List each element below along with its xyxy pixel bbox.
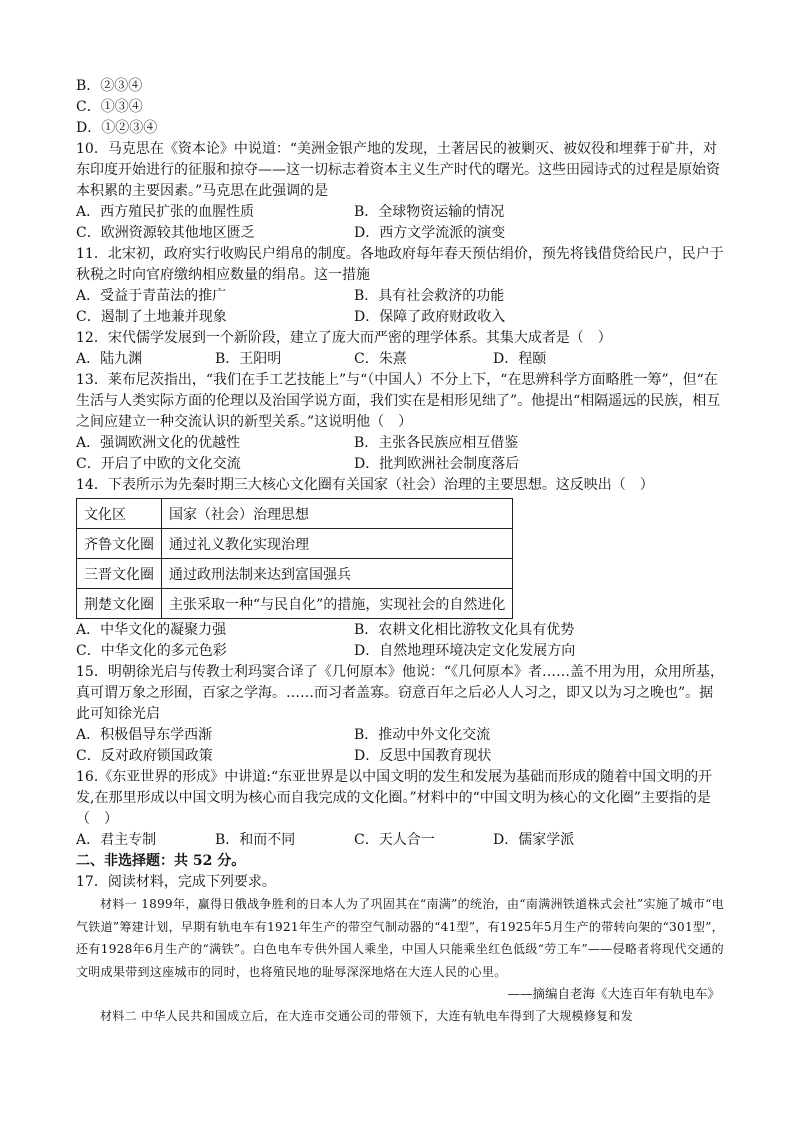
section-heading: 二、非选择题：共 52 分。 [76,853,246,869]
q10-option-c: C．欧洲资源较其他地区匮乏 [76,225,255,241]
q15-option-b: B．推动中外文化交流 [354,727,491,743]
q15-options-row2 [76,746,724,767]
table-row [77,559,513,589]
q14-options-row2 [76,641,724,662]
q13-options-row1 [76,433,724,454]
q12-option-a: A．陆九渊 [76,351,143,367]
q9-option-d: D．①②③④ [76,120,158,136]
q15-options-row1 [76,725,724,746]
q11-options-row2 [76,307,724,328]
table-cell: 三晋文化圈 [77,559,162,589]
table-cell: 通过礼义教化实现治理 [162,529,513,559]
exam-page [76,76,724,1028]
material-two: 材料二 中华人民共和国成立后，在大连市交通公司的带领下，大连有轨电车得到了大规模修复和发 [100,1009,634,1023]
table-header-row [77,499,513,529]
q10-option-a: A．西方殖民扩张的血腥性质 [76,204,255,220]
table-row [77,589,513,619]
q13-options-row2 [76,454,724,475]
q10-option-b: B．全球物资运输的情况 [354,204,505,220]
q16-option-b: B．和而不同 [215,832,296,848]
q14-stem: 14．下表所示为先秦时期三大核心文化圈有关国家（社会）治理的主要思想。这反映出（ ） [76,477,654,493]
q17-stem: 17．阅读材料，完成下列要求。 [76,874,276,890]
q10-options-row2 [76,223,724,244]
q12-option-c: C．朱熹 [354,351,407,367]
q15-option-c: C．反对政府锁国政策 [76,748,213,764]
q13-option-b: B．主张各民族应相互借鉴 [354,435,519,451]
q9-option-c: C．①③④ [76,99,143,115]
q14-option-b: B．农耕文化相比游牧文化具有优势 [354,622,575,638]
q11-options-row1 [76,286,724,307]
table-cell: 通过政刑法制来达到富国强兵 [162,559,513,589]
q13-option-d: D．批判欧洲社会制度落后 [354,456,520,472]
q10-stem: 10．马克思在《资本论》中说道：“美洲金银产地的发现，土著居民的被剿灭、被奴役和埋葬于矿井，对东印度开始进行的征服和掠夺——这一切标志着资本主义生产时代的曙光。这些田园诗式的过程是原始资本积累的主要因素。”马克思在此强调的是 [76,141,720,199]
q16-option-c: C．天人合一 [354,832,435,848]
culture-table [76,498,513,619]
q13-stem: 13．莱布尼茨指出，“我们在手工艺技能上”与“（中国人）不分上下，“在思辨科学方面略胜一筹”，但“在生活与人类实际方面的伦理以及治国学说方面，我们实在是相形见绌了”。他提出“相隔遥远的民族，相互之间应建立一种交流认识的新型关系。”这说明他（ ） [76,372,721,430]
q13-option-a: A．强调欧洲文化的优越性 [76,435,241,451]
q12-stem: 12．宋代儒学发展到一个新阶段，建立了庞大而严密的理学体系。其集大成者是（ ） [76,330,612,346]
q10-options-row1 [76,202,724,223]
q12-option-d: D．程颐 [493,351,547,367]
table-row [77,529,513,559]
q10-option-d: D．西方文学流派的演变 [354,225,506,241]
q11-option-c: C．遏制了土地兼并现象 [76,309,227,325]
table-cell: 国家（社会）治理思想 [162,499,513,529]
table-cell: 文化区 [77,499,162,529]
material-one-source: ——摘编自老海《大连百年有轨电车》 [507,986,720,1001]
q14-option-d: D．自然地理环境决定文化发展方向 [354,643,576,659]
q12-option-b: B．王阳明 [215,351,282,367]
material-one: 材料一 1899年，赢得日俄战争胜利的日本人为了巩固其在“南满”的统治，由“南满洲铁道株式会社”实施了城市“电气铁道”筹建计划，早期有轨电车有1921年生产的带空气制动器的“41型”，有1925年5月生产的带转向架的“301型”，还有1928年6月生产的“满铁”。白色电车专供外国人乘坐，中国人只能乘坐红色低级“劳工车”——侵略者将现代交通的文明成果带到这座城市的同时，也将殖民地的耻辱深深地烙在大连人民的心里。 [76,897,724,979]
q15-option-d: D．反思中国教育现状 [354,748,492,764]
q13-option-c: C．开启了中欧的文化交流 [76,456,241,472]
table-cell: 齐鲁文化圈 [77,529,162,559]
q16-stem: 16.《东亚世界的形成》中讲道:“东亚世界是以中国文明的发生和发展为基础而形成的随着中国文明的开发,在那里形成以中国文明为核心而自我完成的文化圈。”材料中的“中国文明为核心的文化圈”主要指的是（ ） [76,769,713,827]
table-cell: 主张采取一种“与民自化”的措施，实现社会的自然进化 [162,589,513,619]
q16-option-a: A．君主专制 [76,832,157,848]
q11-option-b: B．具有社会救济的功能 [354,288,505,304]
q14-option-a: A．中华文化的凝聚力强 [76,622,227,638]
q15-stem: 15．明朝徐光启与传教士利玛窦合译了《几何原本》他说：“《几何原本》者……盖不用为用，众用所基，真可谓万象之形囿，百家之学海。……而习者盖寡。窃意百年之后必人人习之，即又以为习之晚也”。据此可知徐光启 [76,664,724,722]
q14-option-c: C．中华文化的多元色彩 [76,643,227,659]
q16-options [76,830,724,851]
q11-option-d: D．保障了政府财政收入 [354,309,506,325]
q15-option-a: A．积极倡导东学西渐 [76,727,213,743]
q9-option-b: B．②③④ [76,78,143,94]
q14-options-row1 [76,620,724,641]
q11-option-a: A．受益于青苗法的推广 [76,288,227,304]
q16-option-d: D．儒家学派 [493,832,575,848]
table-cell: 荆楚文化圈 [77,589,162,619]
q11-stem: 11．北宋初，政府实行收购民户绢帛的制度。各地政府每年春天预估绢价，预先将钱借贷给民户，民户于秋税之时向官府缴纳相应数量的绢帛。这一措施 [76,246,724,283]
q12-options [76,349,724,370]
